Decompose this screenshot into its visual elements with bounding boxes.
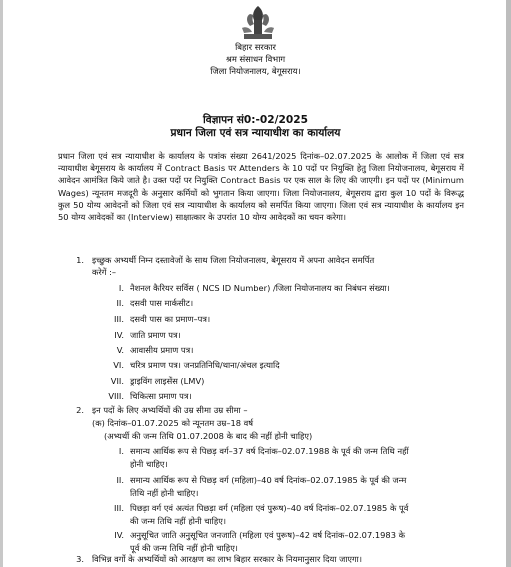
document-item: दसवी पास का प्रमाण–पत्र। [130,314,211,324]
document-item: ड्राइविंग लाइसेंस (LMV) [130,376,205,386]
document-numeral: V. [116,345,124,355]
age-limit-line-2: की जन्म तिथि नहीं होनी चाहिए। [130,516,226,526]
point-number: 3. [76,554,84,564]
document-item: चरित्र प्रमाण पत्र। जनप्रतिनिधि/थाना/अंचल इत्यादि [130,360,280,370]
document-numeral: VII. [110,376,124,386]
age-limit-line-1: समान्य आर्थिक रूप से पिछड़ वर्ग (महिला)–40 वर्ष दिनांक–02.07.1985 के पूर्व की जन्म [130,475,407,485]
document-item: जाति प्रमाण पत्र। [130,330,181,340]
point-number: 2. [76,405,84,415]
age-limit-line-2: होनी चाहिए। [130,459,168,469]
document-item: नैशनल कैरियर सर्विस ( NCS ID Number) /जिला नियोजनालय का निबंधन संख्या। [130,283,390,293]
point-1-line-2: करेगें :– [92,267,117,277]
document-item: आवासीय प्रमाण पत्र। [130,345,194,355]
document-numeral: I. [118,283,124,293]
document-numeral: II. [116,298,124,308]
document-item: चिकित्सा प्रमाण पत्र। [130,391,192,401]
age-limit-numeral: I. [118,446,124,456]
age-limit-line-2: तिथि नहीं होनी चाहिए। [130,488,199,498]
header-office: जिला नियोजनालय, बेगूसराय। [210,66,301,76]
age-limit-numeral: II. [116,475,124,485]
header-department: श्रम संसाधन विभाग [225,54,286,64]
intro-paragraph: प्रधान जिला एवं सत्र न्यायाधीश के कार्यालय के पत्रांक संख्या 2641/2025 दिनांक–02.07.2025 के आलोक में जिला एवं सत्र न्यायाधीश बेगूसराय के कार्यालय में Contract Basis पर Attenders के 10 पदों पर नियुक्ति हेतु जिला नियोजनालय, बेगूसराय में आवेदन आमंत्रित किये जाते है। उक्त पदों पर नियुक्ति Contract Basis पर एक साल के लिए की जाएगी। इन पदों पर (Minimum Wages) न्यूनतम मजदूरी के अनुसार कर्मियों को भुगतान किया जाएगा। जिला नियोजनालय, बेगूसराय द्वारा कुल 10 पदों के विरूद्ध कुल 50 योग्य आवेदनों को जिला एवं सत्र न्यायाधीश के कार्यालय को समर्पित किया जाएगा। जिला एवं सत्र न्यायाधीश के कार्यालय इन 50 योग्य आवेदकों का (Interview) साक्षात्कार के उपरांत 10 योग्य आवेदकों का चयन करेगा। [58,151,464,223]
age-limit-numeral: IV. [114,530,124,540]
point-number: 1. [76,255,84,265]
age-limit-line-1: पिछड़ा वर्ग एवं अत्यंत पिछड़ा वर्ग (महिला एवं पुरूष)–40 वर्ष दिनांक–02.07.1985 के पूर्व [130,503,409,513]
notice-title: प्रधान जिला एवं सत्र न्यायाधीश का कार्यालय [170,127,341,139]
point-1-line-1: इच्छुक अभ्यर्थी निम्न दस्तावेजों के साथ जिला नियोजनालय, बेगूसराय में अपना आवेदन समर्पित [92,255,375,265]
document-numeral: VI. [113,360,124,370]
age-minimum-note: (अभ्यर्थी की जन्म तिथि 01.07.2008 के बाद की नहीं होनी चाहिए) [104,431,313,441]
document-numeral: VIII. [108,391,124,401]
bihar-emblem-icon [240,4,276,42]
age-limit-line-1: अनुसूचित जाति अनुसूचित जनजाति (महिला एवं पुरूष)–42 वर्ष दिनांक–02.07.1983 के [130,530,406,540]
age-minimum: (क) दिनांक–01.07.2025 को न्यूनतम उम्र–18 वर्ष [92,418,254,428]
document-numeral: III. [114,314,124,324]
age-limit-line-1: समान्य आर्थिक रूप से पिछड़ वर्ग–37 वर्ष दिनांक–02.07.1988 के पूर्व की जन्म तिथि नहीं [130,446,409,456]
right-border [506,0,511,567]
age-limit-numeral: III. [114,503,124,513]
age-limit-line-2: पूर्व की जन्म तिथि नहीं होनी चाहिए। [130,543,238,553]
header-govt: बिहार सरकार [235,42,276,52]
point-2-line-1: इन पदों के लिए अभ्यर्थियों की उम्र सीमा उम्र सीमा – [92,405,248,415]
left-border [0,0,3,567]
notice-number: विज्ञापन सं0:-02/2025 [202,114,308,126]
point-3-line-1: विभिन्न वर्गो के अभ्यर्थियों को आरक्षण का लाभ बिहार सरकार के नियमानुसार दिया जाएगा। [92,554,362,564]
document-numeral: IV. [114,330,124,340]
document-item: दसवी पास मार्कसीट। [130,298,194,308]
